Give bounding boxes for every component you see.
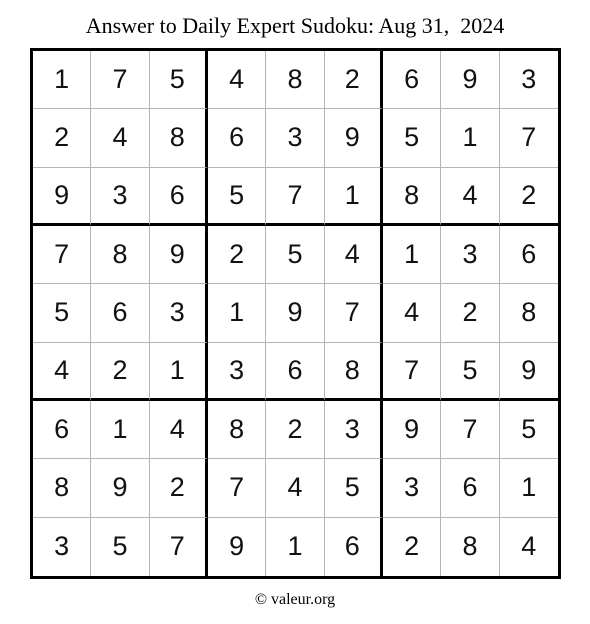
sudoku-cell-r8-c5[interactable]: 4 xyxy=(266,459,324,517)
sudoku-cell-r8-c9[interactable]: 1 xyxy=(500,459,558,517)
sudoku-cell-r8-c3[interactable]: 2 xyxy=(150,459,208,517)
sudoku-cell-r6-c7[interactable]: 7 xyxy=(383,343,441,401)
sudoku-cell-r3-c8[interactable]: 4 xyxy=(441,168,499,226)
sudoku-cell-r5-c2[interactable]: 6 xyxy=(91,284,149,342)
sudoku-cell-r1-c2[interactable]: 7 xyxy=(91,51,149,109)
sudoku-cell-r5-c1[interactable]: 5 xyxy=(33,284,91,342)
sudoku-cell-r2-c6[interactable]: 9 xyxy=(325,109,383,167)
sudoku-cell-r1-c1[interactable]: 1 xyxy=(33,51,91,109)
sudoku-cell-r3-c2[interactable]: 3 xyxy=(91,168,149,226)
sudoku-cell-r8-c8[interactable]: 6 xyxy=(441,459,499,517)
sudoku-cell-r8-c6[interactable]: 5 xyxy=(325,459,383,517)
sudoku-cell-r4-c4[interactable]: 2 xyxy=(208,226,266,284)
sudoku-cell-r6-c2[interactable]: 2 xyxy=(91,343,149,401)
sudoku-cell-r7-c6[interactable]: 3 xyxy=(325,401,383,459)
sudoku-cell-r9-c1[interactable]: 3 xyxy=(33,518,91,576)
sudoku-cell-r9-c4[interactable]: 9 xyxy=(208,518,266,576)
sudoku-cell-r1-c7[interactable]: 6 xyxy=(383,51,441,109)
sudoku-cell-r3-c9[interactable]: 2 xyxy=(500,168,558,226)
sudoku-cell-r9-c5[interactable]: 1 xyxy=(266,518,324,576)
sudoku-cell-r7-c9[interactable]: 5 xyxy=(500,401,558,459)
sudoku-cell-r1-c8[interactable]: 9 xyxy=(441,51,499,109)
sudoku-cell-r9-c3[interactable]: 7 xyxy=(150,518,208,576)
sudoku-cell-r2-c5[interactable]: 3 xyxy=(266,109,324,167)
sudoku-cell-r8-c7[interactable]: 3 xyxy=(383,459,441,517)
copyright-notice: © valeur.org xyxy=(254,591,336,608)
sudoku-cell-r7-c1[interactable]: 6 xyxy=(33,401,91,459)
sudoku-cell-r3-c7[interactable]: 8 xyxy=(383,168,441,226)
sudoku-cell-r9-c9[interactable]: 4 xyxy=(521,531,537,562)
sudoku-cell-r7-c8[interactable]: 7 xyxy=(441,401,499,459)
sudoku-cell-r4-c6[interactable]: 4 xyxy=(325,226,383,284)
sudoku-cell-r4-c1[interactable]: 7 xyxy=(33,226,91,284)
sudoku-cell-r2-c1[interactable]: 2 xyxy=(33,109,91,167)
sudoku-cell-r3-c3[interactable]: 6 xyxy=(150,168,208,226)
sudoku-cell-r4-c9[interactable]: 6 xyxy=(500,226,558,284)
sudoku-cell-r7-c5[interactable]: 2 xyxy=(266,401,324,459)
sudoku-cell-r2-c8[interactable]: 1 xyxy=(441,109,499,167)
sudoku-cell-r8-c2[interactable]: 9 xyxy=(91,459,149,517)
sudoku-cell-r5-c3[interactable]: 3 xyxy=(150,284,208,342)
sudoku-cell-r5-c8[interactable]: 2 xyxy=(441,284,499,342)
sudoku-cell-r6-c9[interactable]: 9 xyxy=(500,343,558,401)
sudoku-cell-r2-c4[interactable]: 6 xyxy=(208,109,266,167)
sudoku-cell-r6-c6[interactable]: 8 xyxy=(325,343,383,401)
sudoku-cell-r5-c5[interactable]: 9 xyxy=(266,284,324,342)
sudoku-cell-r5-c7[interactable]: 4 xyxy=(383,284,441,342)
sudoku-cell-r6-c1[interactable]: 4 xyxy=(33,343,91,401)
sudoku-cell-r6-c8[interactable]: 5 xyxy=(441,343,499,401)
sudoku-cell-r4-c7[interactable]: 1 xyxy=(383,226,441,284)
sudoku-cell-r3-c4[interactable]: 5 xyxy=(208,168,266,226)
sudoku-cell-r1-c3[interactable]: 5 xyxy=(150,51,208,109)
sudoku-cell-r6-c3[interactable]: 1 xyxy=(150,343,208,401)
sudoku-cell-r1-c5[interactable]: 8 xyxy=(266,51,324,109)
sudoku-cell-r7-c4[interactable]: 8 xyxy=(208,401,266,459)
sudoku-cell-r1-c6[interactable]: 2 xyxy=(325,51,383,109)
sudoku-cell-r2-c7[interactable]: 5 xyxy=(383,109,441,167)
sudoku-board xyxy=(30,48,561,579)
sudoku-cell-r5-c4[interactable]: 1 xyxy=(208,284,266,342)
sudoku-cell-r7-c3[interactable]: 4 xyxy=(150,401,208,459)
sudoku-cell-r4-c5[interactable]: 5 xyxy=(266,226,324,284)
sudoku-cell-r2-c3[interactable]: 8 xyxy=(150,109,208,167)
sudoku-cell-r4-c8[interactable]: 3 xyxy=(441,226,499,284)
sudoku-cell-r2-c9[interactable]: 7 xyxy=(500,109,558,167)
sudoku-cell-r9-c6[interactable]: 6 xyxy=(325,518,383,576)
sudoku-cell-r2-c2[interactable]: 4 xyxy=(91,109,149,167)
page-title: Answer to Daily Expert Sudoku: Aug 31, 2024 xyxy=(85,13,505,38)
sudoku-cell-r7-c2[interactable]: 1 xyxy=(91,401,149,459)
sudoku-cell-r3-c6[interactable]: 1 xyxy=(325,168,383,226)
sudoku-cell-r1-c4[interactable]: 4 xyxy=(208,51,266,109)
sudoku-cell-r9-c2[interactable]: 5 xyxy=(91,518,149,576)
sudoku-cell-r3-c1[interactable]: 9 xyxy=(33,168,91,226)
sudoku-cell-r9-c8[interactable]: 8 xyxy=(441,518,499,576)
sudoku-cell-r6-c5[interactable]: 6 xyxy=(266,343,324,401)
sudoku-cell-r1-c9[interactable]: 3 xyxy=(500,51,558,109)
sudoku-cell-r5-c6[interactable]: 7 xyxy=(325,284,383,342)
sudoku-cell-r5-c9[interactable]: 8 xyxy=(500,284,558,342)
sudoku-cell-r6-c4[interactable]: 3 xyxy=(208,343,266,401)
sudoku-cell-r8-c4[interactable]: 7 xyxy=(208,459,266,517)
sudoku-cell-r4-c2[interactable]: 8 xyxy=(91,226,149,284)
sudoku-cell-r4-c3[interactable]: 9 xyxy=(150,226,208,284)
sudoku-cell-r3-c5[interactable]: 7 xyxy=(266,168,324,226)
sudoku-cell-r8-c1[interactable]: 8 xyxy=(33,459,91,517)
sudoku-cell-r9-c7[interactable]: 2 xyxy=(383,518,441,576)
sudoku-cell-r7-c7[interactable]: 9 xyxy=(383,401,441,459)
